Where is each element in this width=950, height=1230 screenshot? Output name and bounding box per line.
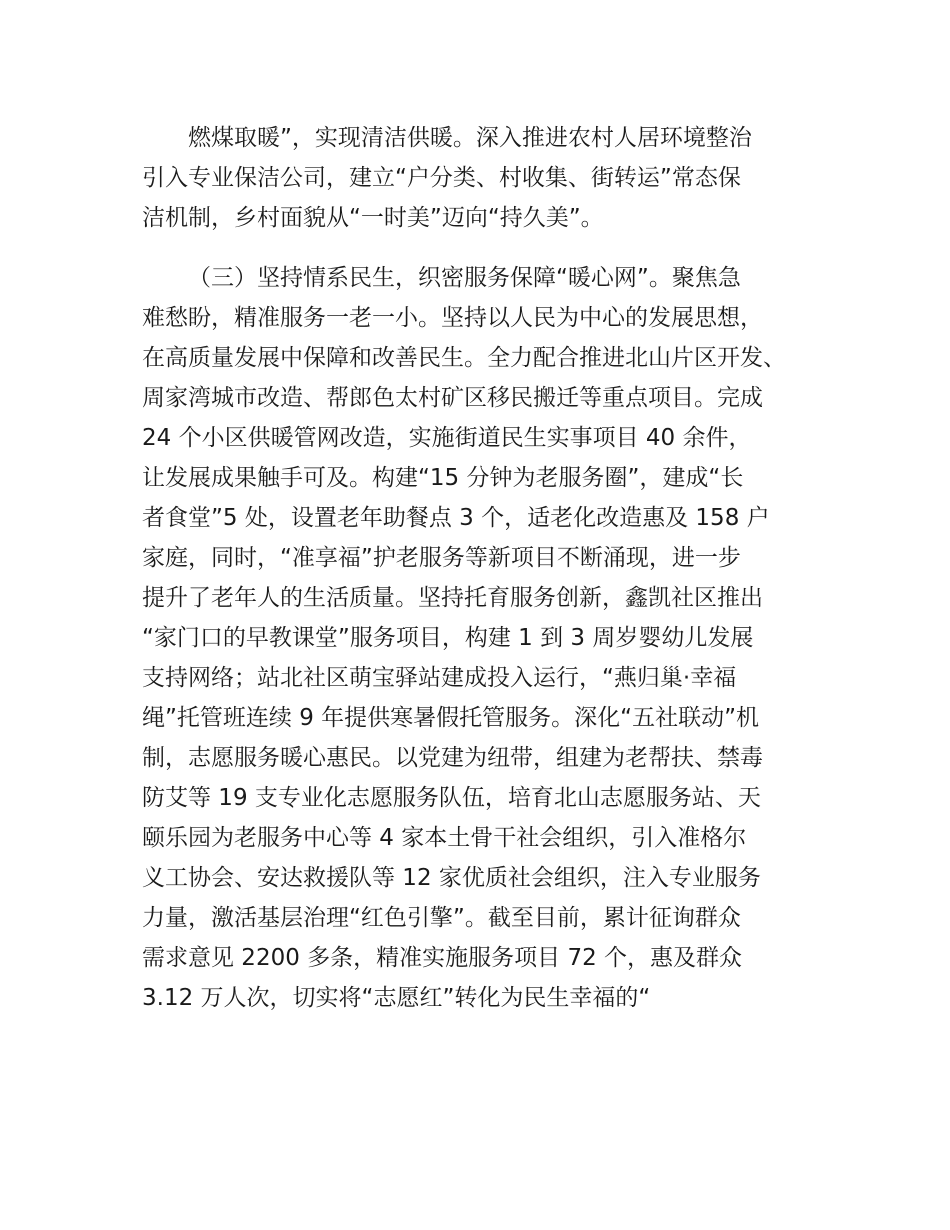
text-line: 周家湾城市改造、帮郎色太村矿区移民搬迁等重点项目。完成 xyxy=(142,385,763,411)
text-line: 引入专业保洁公司，建立“户分类、村收集、街转运”常态保 xyxy=(142,165,741,191)
text-line: 义工协会、安达救援队等 12 家优质社会组织，注入专业服务 xyxy=(142,865,761,891)
text-line: “家门口的早教课堂”服务项目，构建 1 到 3 周岁婴幼儿发展 xyxy=(142,625,754,651)
text-line: 防艾等 19 支专业化志愿服务队伍，培育北山志愿服务站、天 xyxy=(142,785,761,811)
paragraph-clean-heating xyxy=(142,118,832,238)
text-line: 难愁盼，精准服务一老一小。坚持以人民为中心的发展思想， xyxy=(142,305,763,331)
text-line: 者食堂”5 处，设置老年助餐点 3 个，适老化改造惠及 158 户 xyxy=(142,505,770,531)
text-line: 3.12 万人次，切实将“志愿红”转化为民生幸福的“ xyxy=(142,985,651,1011)
text-line: 颐乐园为老服务中心等 4 家本土骨干社会组织，引入准格尔 xyxy=(142,825,747,851)
text-line: 洁机制，乡村面貌从“一时美”迈向“持久美”。 xyxy=(142,205,604,231)
text-line: 力量，激活基层治理“红色引擎”。截至目前，累计征询群众 xyxy=(142,905,741,931)
text-line: 制，志愿服务暖心惠民。以党建为纽带，组建为老帮扶、禁毒 xyxy=(142,745,763,771)
text-line: 24 个小区供暖管网改造，实施街道民生实事项目 40 余件， xyxy=(142,425,752,451)
text-line: 家庭，同时，“准享福”护老服务等新项目不断涌现，进一步 xyxy=(142,545,741,571)
text-line: 让发展成果触手可及。构建“15 分钟为老服务圈”，建成“长 xyxy=(142,465,744,491)
text-line: 绳”托管班连续 9 年提供寒暑假托管服务。深化“五社联动”机 xyxy=(142,705,760,731)
text-line: 提升了老年人的生活质量。坚持托育服务创新，鑫凯社区推出 xyxy=(142,585,763,611)
text-line: 在高质量发展中保障和改善民生。全力配合推进北山片区开发、 xyxy=(142,345,786,371)
section-heading-line: （三）坚持情系民生，织密服务保障“暖心网”。聚焦急 xyxy=(188,265,741,291)
text-line: 需求意见 2200 多条，精准实施服务项目 72 个，惠及群众 xyxy=(142,945,743,971)
text-line: 燃煤取暖”，实现清洁供暖。深入推进农村人居环境整治 xyxy=(188,125,752,151)
paragraph-livelihood-services xyxy=(142,258,832,1058)
text-line: 支持网络；站北社区萌宝驿站建成投入运行，“燕归巢·幸福 xyxy=(142,665,737,691)
text-line xyxy=(142,1018,832,1058)
